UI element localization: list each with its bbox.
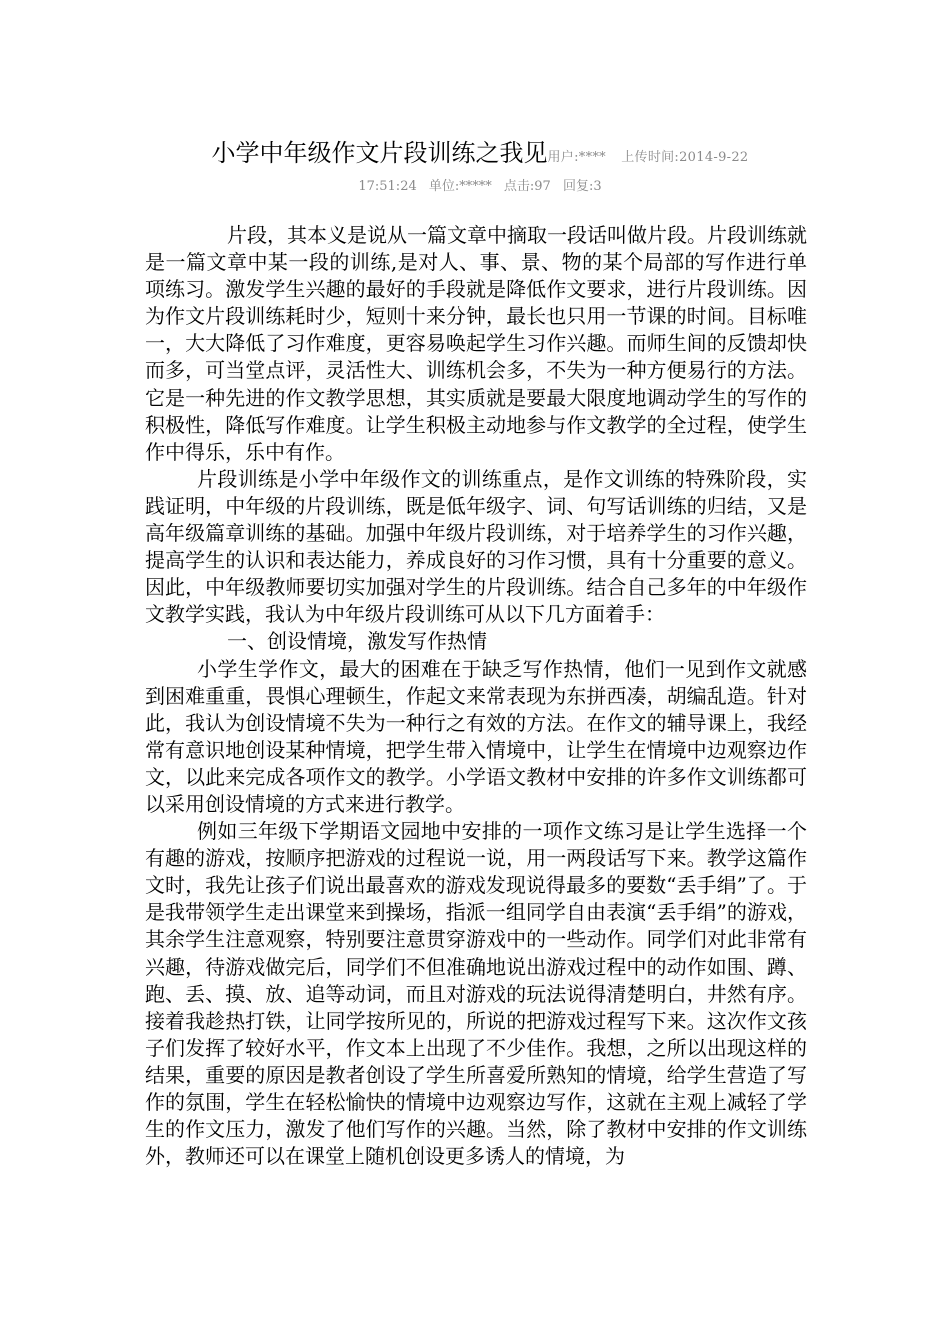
- meta-unit: 单位:*****: [428, 179, 492, 194]
- section-heading: 一、创设情境，激发写作热情: [227, 629, 487, 654]
- meta-replies: 回复:3: [562, 179, 602, 194]
- meta-clicks: 点击:97: [503, 179, 551, 194]
- document-meta-line: [140, 172, 820, 202]
- paragraph: 片段训练是小学中年级作文的训练重点，是作文训练的特殊阶段，实践证明，中年级的片段训练，既是低年级字、词、句写话训练的归结，又是高年级篇章训练的基础。加强中年级片段训练，对于培养学生的习作兴趣，提高学生的认识和表达能力，养成良好的习作习惯，具有十分重要的意义。因此，中年级教师要切实加强对学生的片段训练。结合自己多年的中年级作文教学实践，我认为中年级片段训练可从以下几方面着手：: [145, 466, 807, 627]
- paragraph: 片段，其本义是说从一篇文章中摘取一段话叫做片段。片段训练就是一篇文章中某一段的训练,是对人、事、景、物的某个局部的写作进行单项练习。激发学生兴趣的最好的手段就是降低作文要求，进行片段训练。因为作文片段训练耗时少，短则十来分钟，最长也只用一节课的时间。目标唯一，大大降低了习作难度，更容易唤起学生习作兴趣。而师生间的反馈却快而多，可当堂点评，灵活性大、训练机会多，不失为一种方便易行的方法。它是一种先进的作文教学思想，其实质就是要最大限度地调动学生的写作的积极性，降低写作难度。让学生积极主动地参与作文教学的全过程，使学生作中得乐，乐中有作。: [145, 223, 807, 464]
- document-header: [140, 136, 820, 175]
- paragraph: 例如三年级下学期语文园地中安排的一项作文练习是让学生选择一个有趣的游戏，按顺序把游戏的过程说一说，用一两段话写下来。教学这篇作文时，我先让孩子们说出最喜欢的游戏发现说得最多的要数“丢手绢”了。于是我带领学生走出课堂来到操场，指派一组同学自由表演“丢手绢”的游戏，其余学生注意观察，特别要注意贯穿游戏中的一些动作。同学们对此非常有兴趣，待游戏做完后，同学们不但准确地说出游戏过程中的动作如围、蹲、跑、丢、摸、放、追等动词，而且对游戏的玩法说得清楚明白，井然有序。接着我趁热打铁，让同学按所见的，所说的把游戏过程写下来。这次作文孩子们发挥了较好水平，作文本上出现了不少佳作。我想，之所以出现这样的结果，重要的原因是教者创设了学生所喜爱所熟知的情境，给学生营造了写作的氛围，学生在轻松愉快的情境中边观察边写作，这就在主观上减轻了学生的作文压力，激发了他们写作的兴趣。当然，除了教材中安排的作文训练外，教师还可以在课堂上随机创设更多诱人的情境，为: [145, 819, 807, 1169]
- meta-upload-time: 上传时间:2014-9-22: [621, 150, 749, 165]
- meta-time: 17:51:24: [358, 179, 417, 194]
- meta-user: 用户:****: [547, 150, 606, 165]
- document-title: 小学中年级作文片段训练之我见: [211, 139, 548, 167]
- document-body: [145, 222, 807, 1170]
- paragraph: 小学生学作文，最大的困难在于缺乏写作热情，他们一见到作文就感到困难重重，畏惧心理顿生，作起文来常表现为东拼西凑，胡编乱造。针对此，我认为创设情境不失为一种行之有效的方法。在作文的辅导课上，我经常有意识地创设某种情境，把学生带入情境中，让学生在情境中边观察边作文，以此来完成各项作文的教学。小学语文教材中安排的许多作文训练都可以采用创设情境的方式来进行教学。: [145, 656, 807, 816]
